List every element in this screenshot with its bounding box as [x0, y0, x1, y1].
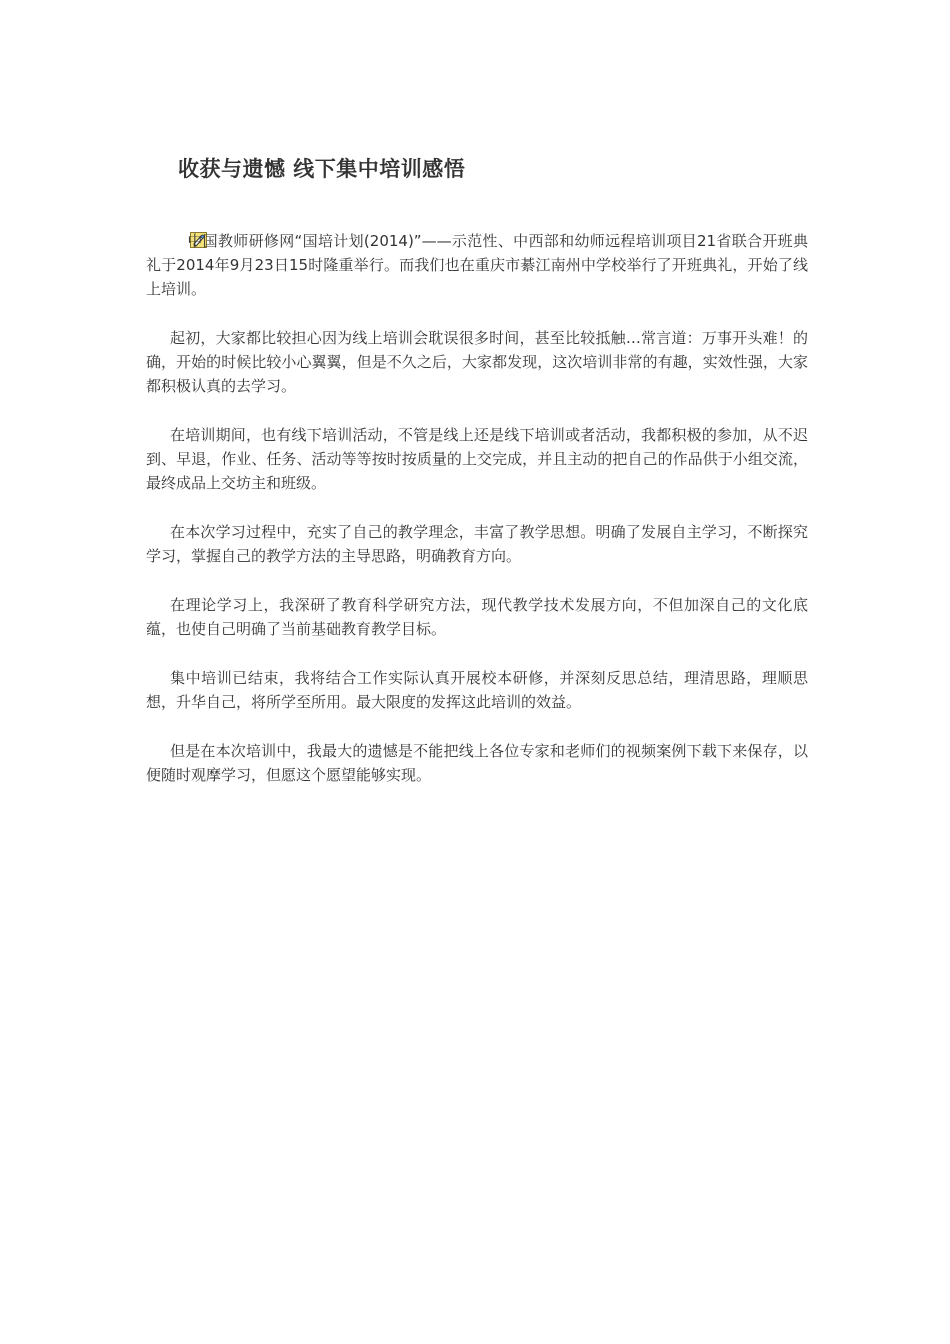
- paragraph-5: 在理论学习上，我深研了教育科学研究方法，现代教学技术发展方向，不但加深自己的文化底蕴，也使自己明确了当前基础教育教学目标。: [146, 596, 808, 638]
- document-title: 收获与遗憾 线下集中培训感悟: [178, 157, 466, 181]
- paragraph-7: 但是在本次培训中，我最大的遗憾是不能把线上各位专家和老师们的视频案例下载下来保存，以便随时观摩学习，但愿这个愿望能够实现。: [146, 742, 808, 784]
- paragraph-6: 集中培训已结束，我将结合工作实际认真开展校本研修，并深刻反思总结，理清思路，理顺思想，升华自己，将所学至所用。最大限度的发挥这此培训的效益。: [146, 669, 808, 711]
- document-body: [146, 229, 808, 812]
- paragraph-2: 起初，大家都比较担心因为线上培训会耽误很多时间，甚至比较抵触…常言道：万事开头难！的确，开始的时候比较小心翼翼，但是不久之后，大家都发现，这次培训非常的有趣，实效性强，大家都积极认真的去学习。: [146, 329, 808, 395]
- paragraph-1-text: 中国教师研修网“国培计划(2014)”——示范性、中西部和幼师远程培训项目21省联合开班典礼于2014年9月23日15时隆重举行。而我们也在重庆市綦江南州中学校举行了开班典礼，开始了线上培训。: [146, 232, 808, 298]
- paragraph-4: 在本次学习过程中，充实了自己的教学理念，丰富了教学思想。明确了发展自主学习，不断探究学习，掌握自己的教学方法的主导思路，明确教育方向。: [146, 523, 808, 565]
- paragraph-3: 在培训期间，也有线下培训活动，不管是线上还是线下培训或者活动，我都积极的参加，从不迟到、早退，作业、任务、活动等等按时按质量的上交完成，并且主动的把自己的作品供于小组交流，最终成品上交坊主和班级。: [146, 426, 808, 492]
- bookmark-edit-icon: [168, 231, 185, 247]
- paragraph-1: [146, 229, 808, 301]
